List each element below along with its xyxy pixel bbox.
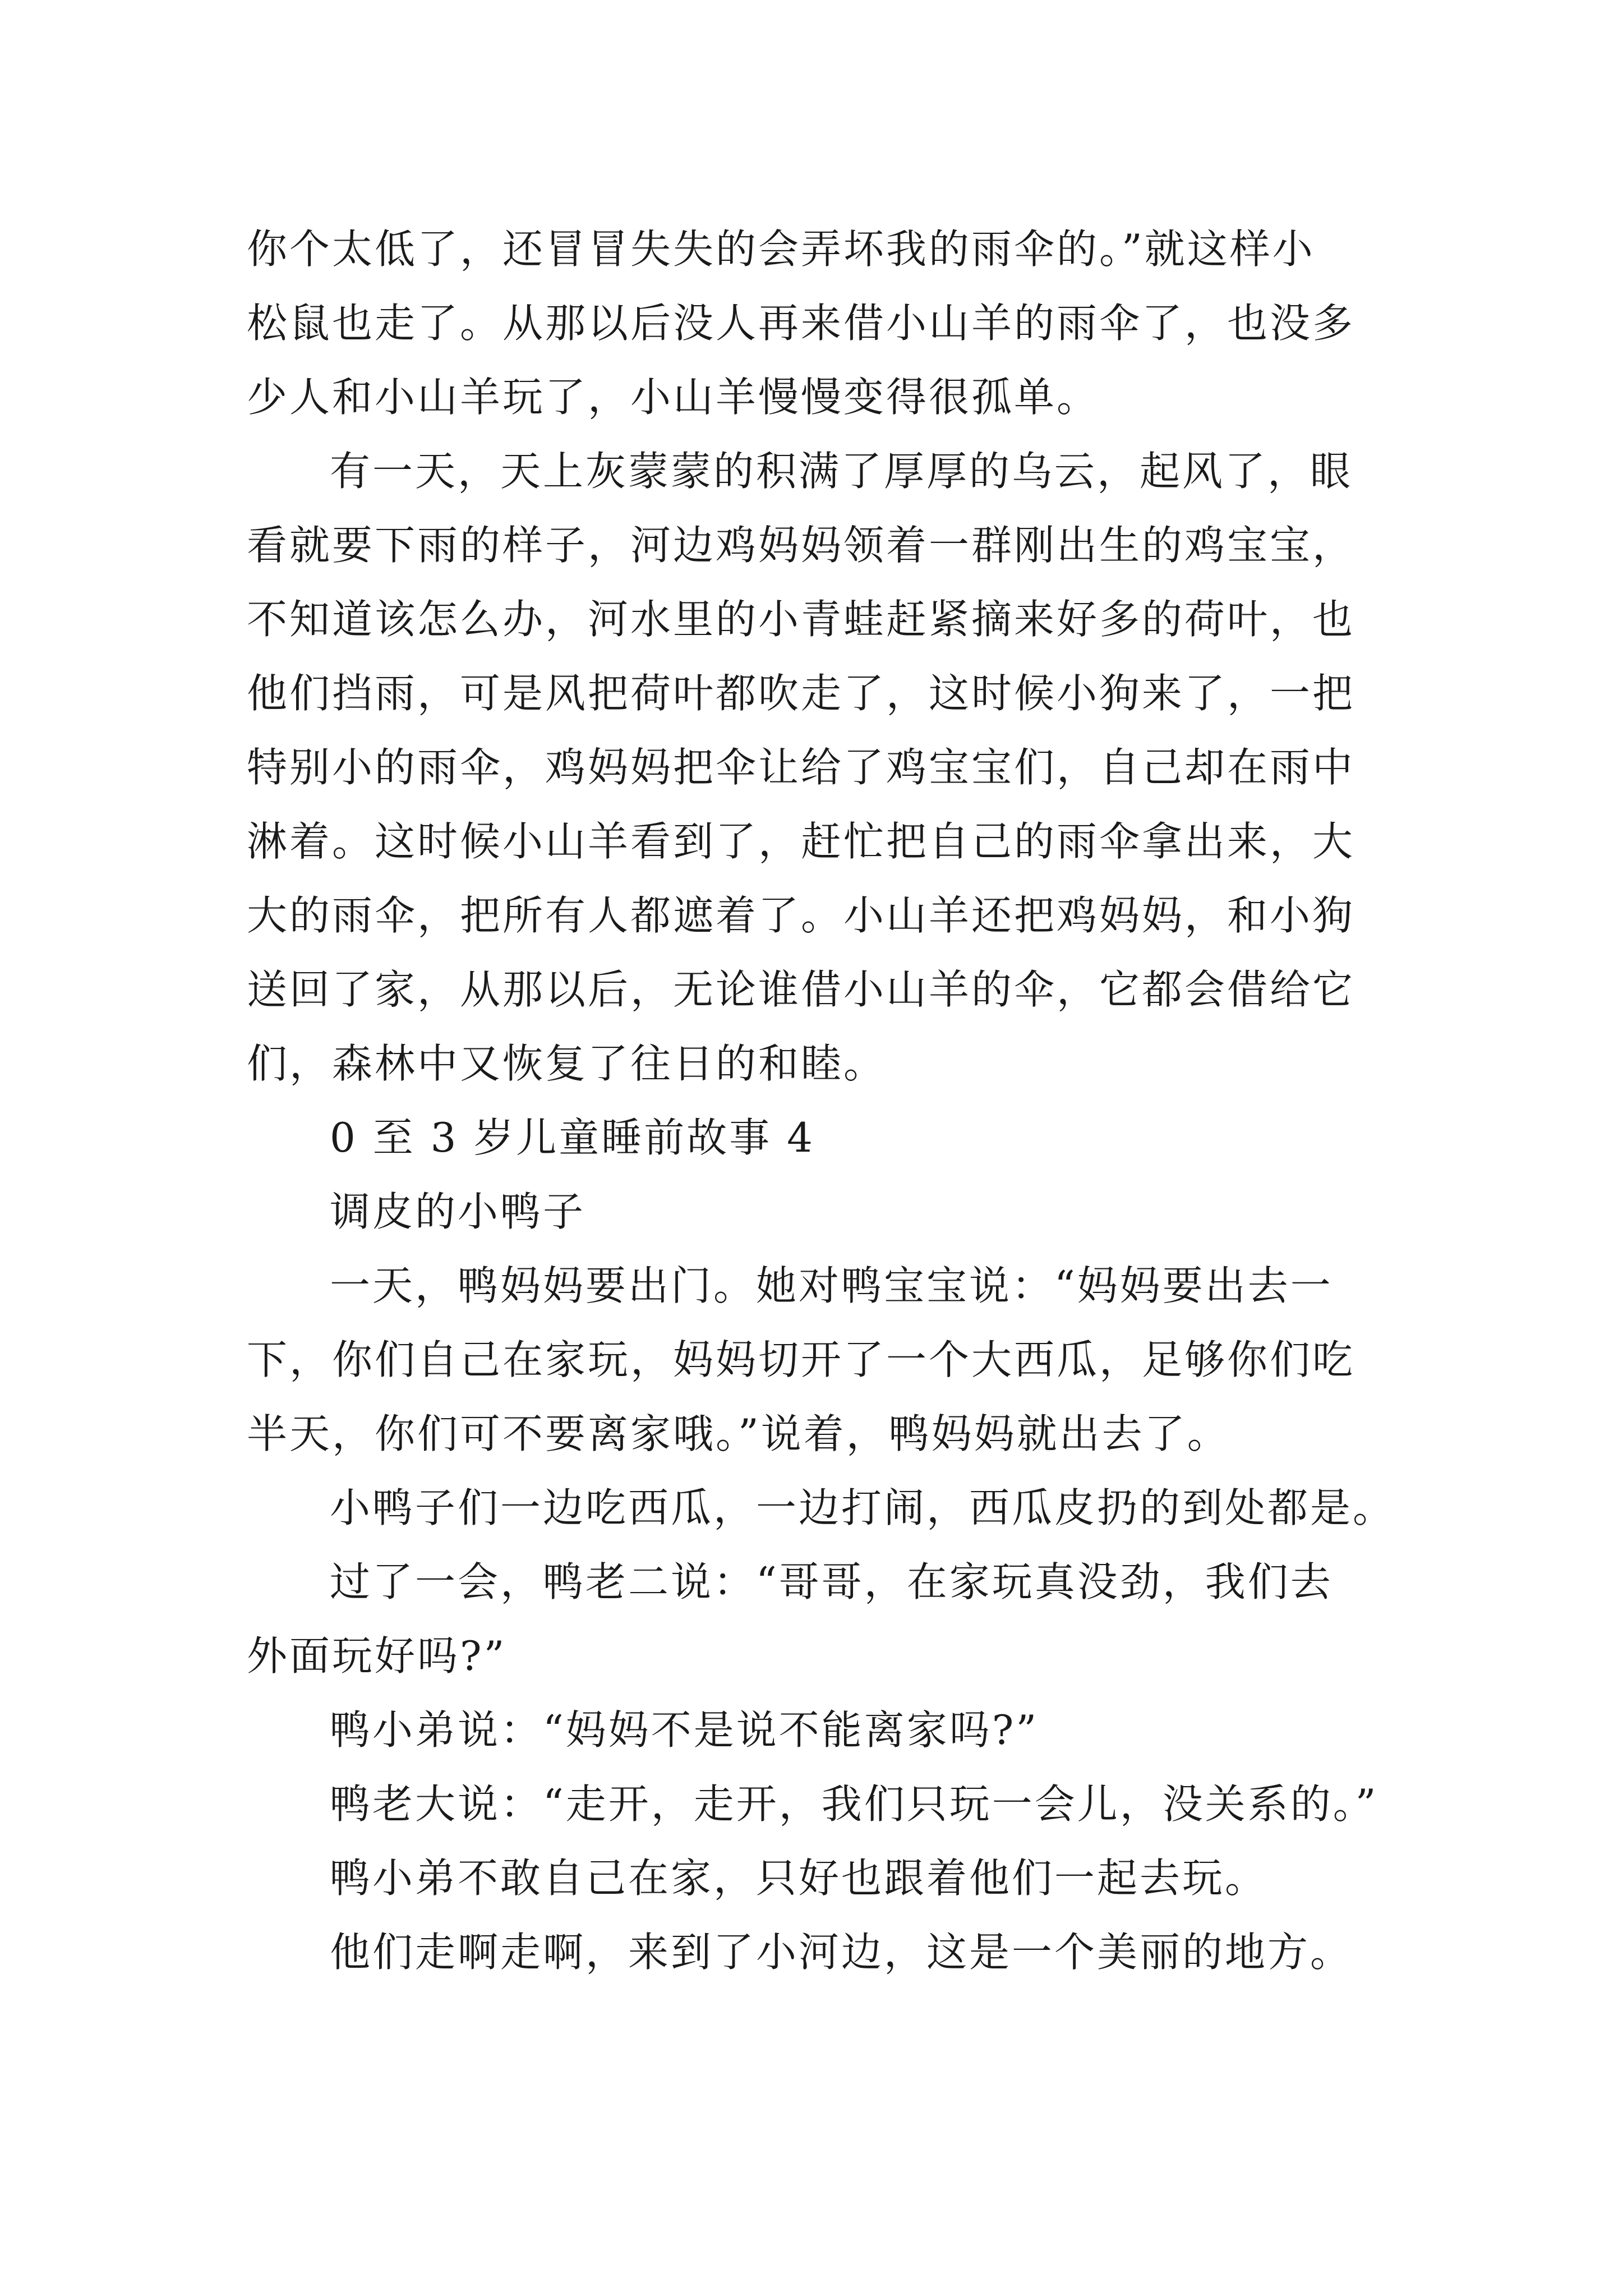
paragraph bbox=[247, 1249, 1430, 1471]
document-body bbox=[247, 212, 1430, 1989]
paragraph bbox=[247, 1841, 1430, 1915]
text-line: 外面玩好吗?” bbox=[247, 1632, 507, 1680]
paragraph bbox=[247, 1101, 1430, 1175]
text-line: 少人和小山羊玩了，小山羊慢慢变得很孤单。 bbox=[247, 374, 1100, 421]
text-line: 小鸭子们一边吃西瓜，一边打闹，西瓜皮扔的到处都是。 bbox=[330, 1484, 1396, 1531]
text-line: 鸭老大说：“走开，走开，我们只玩一会儿，没关系的。” bbox=[330, 1780, 1378, 1828]
text-line: 们，森林中又恢复了往日的和睦。 bbox=[247, 1040, 887, 1087]
text-line: 0 至 3 岁儿童睡前故事 4 bbox=[330, 1114, 815, 1161]
text-line: 鸭小弟不敢自己在家，只好也跟着他们一起去玩。 bbox=[330, 1855, 1268, 1902]
paragraph bbox=[247, 212, 1430, 434]
text-line: 调皮的小鸭子 bbox=[330, 1188, 586, 1235]
text-line: 你个太低了，还冒冒失失的会弄坏我的雨伞的。”就这样小 bbox=[247, 226, 1315, 273]
paragraph bbox=[247, 1915, 1430, 1989]
paragraph bbox=[247, 1693, 1430, 1767]
text-line: 不知道该怎么办，河水里的小青蛙赶紧摘来好多的荷叶，也 bbox=[247, 596, 1355, 643]
text-line: 有一天，天上灰蒙蒙的积满了厚厚的乌云，起风了，眼 bbox=[330, 448, 1353, 495]
text-line: 过了一会，鸭老二说：“哥哥，在家玩真没劲，我们去 bbox=[330, 1558, 1333, 1605]
text-line: 送回了家，从那以后，无论谁借小山羊的伞，它都会借给它 bbox=[247, 966, 1355, 1013]
paragraph bbox=[247, 1767, 1430, 1841]
text-line: 大的雨伞，把所有人都遮着了。小山羊还把鸡妈妈，和小狗 bbox=[247, 892, 1355, 939]
text-line: 半天，你们可不要离家哦。”说着，鸭妈妈就出去了。 bbox=[247, 1410, 1230, 1457]
paragraph bbox=[247, 1175, 1430, 1249]
text-line: 下，你们自己在家玩，妈妈切开了一个大西瓜，足够你们吃 bbox=[247, 1336, 1355, 1383]
text-line: 特别小的雨伞，鸡妈妈把伞让给了鸡宝宝们，自己却在雨中 bbox=[247, 744, 1355, 791]
text-line: 他们挡雨，可是风把荷叶都吹走了，这时候小狗来了，一把 bbox=[247, 670, 1355, 717]
text-line: 鸭小弟说：“妈妈不是说不能离家吗?” bbox=[330, 1706, 1039, 1754]
text-line: 淋着。这时候小山羊看到了，赶忙把自己的雨伞拿出来，大 bbox=[247, 818, 1355, 865]
text-line: 他们走啊走啊，来到了小河边，这是一个美丽的地方。 bbox=[330, 1929, 1353, 1976]
paragraph bbox=[247, 1471, 1430, 1545]
paragraph bbox=[247, 434, 1430, 1101]
paragraph bbox=[247, 1545, 1430, 1693]
text-line: 看就要下雨的样子，河边鸡妈妈领着一群刚出生的鸡宝宝， bbox=[247, 522, 1355, 569]
text-line: 松鼠也走了。从那以后没人再来借小山羊的雨伞了，也没多 bbox=[247, 300, 1355, 347]
text-line: 一天，鸭妈妈要出门。她对鸭宝宝说：“妈妈要出去一 bbox=[330, 1262, 1333, 1309]
